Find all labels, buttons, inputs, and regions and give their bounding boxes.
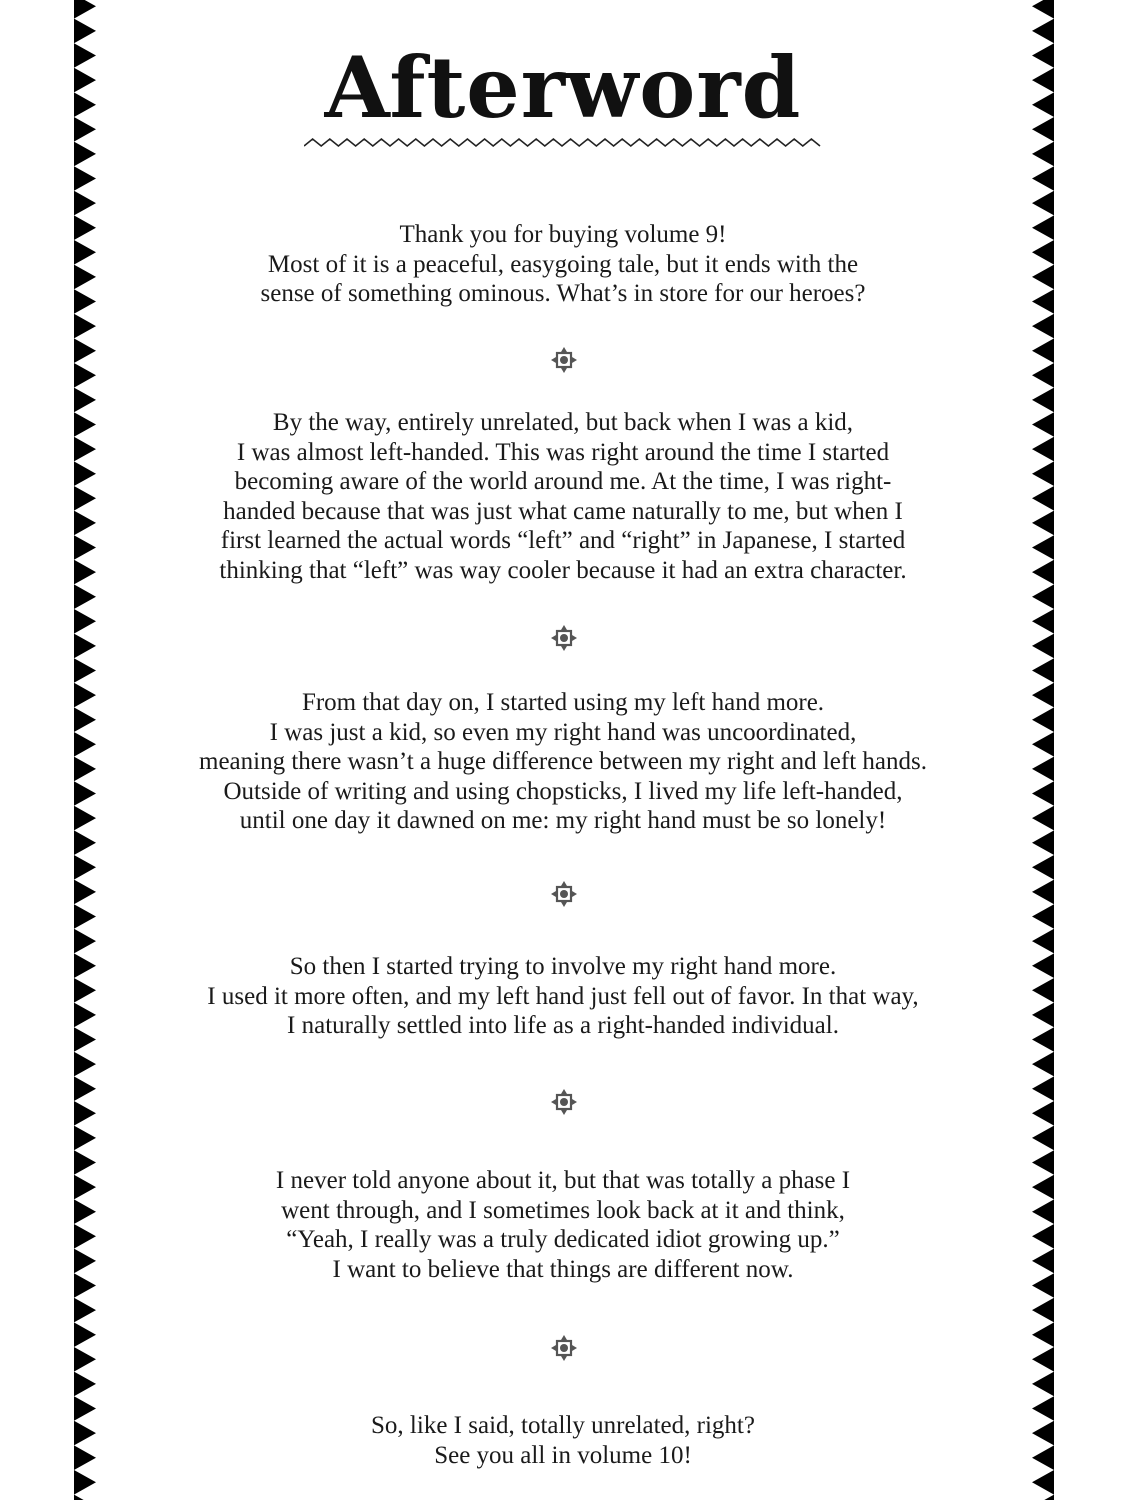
paragraph-left-hand-more [0, 688, 1126, 836]
text-line: From that day on, I started using my left hand more. [301, 689, 825, 716]
text-line: until one day it dawned on me: my right hand must be so lonely! [239, 807, 887, 834]
text-line: Thank you for buying volume 9! [399, 221, 727, 248]
text-line: thinking that “left” was way cooler because it had an extra character. [219, 556, 907, 584]
paragraph-right-hand [0, 952, 1126, 1041]
paragraph-closing [0, 1411, 1126, 1470]
text-line: Outside of writing and using chopsticks, I lived my life left-handed, [223, 777, 903, 805]
text-line: Most of it is a peaceful, easygoing tale, but it ends with the [267, 250, 859, 278]
ornament-icon [550, 346, 578, 374]
text-line: went through, and I sometimes look back at it and think, [281, 1196, 845, 1224]
ornament-icon [550, 1334, 578, 1362]
ornament-icon [550, 1088, 578, 1116]
paragraph-intro [0, 220, 1126, 309]
ornament-icon [550, 880, 578, 908]
text-line: I was almost left-handed. This was right around the time I started [236, 438, 890, 466]
text-line: See you all in volume 10! [434, 1441, 692, 1469]
text-line: becoming aware of the world around me. At the time, I was right- [234, 468, 892, 495]
text-line: I never told anyone about it, but that was totally a phase I [275, 1167, 851, 1194]
text-line: first learned the actual words “left” and “right” in Japanese, I started [220, 527, 906, 554]
text-line: I naturally settled into life as a right-handed individual. [287, 1012, 839, 1039]
paragraph-left-handed [0, 408, 1126, 585]
text-line: sense of something ominous. What’s in store for our heroes? [260, 280, 866, 307]
paragraph-phase [0, 1166, 1126, 1284]
text-line: So, like I said, totally unrelated, right? [371, 1412, 755, 1439]
text-line: meaning there wasn’t a huge difference between my right and left hands. [199, 748, 927, 775]
text-line: I want to believe that things are different now. [332, 1255, 794, 1283]
text-line: handed because that was just what came naturally to me, but when I [223, 497, 903, 525]
ornament-icon [550, 624, 578, 652]
text-line: “Yeah, I really was a truly dedicated idiot growing up.” [286, 1226, 840, 1253]
text-line: I was just a kid, so even my right hand was uncoordinated, [269, 718, 857, 746]
text-line: So then I started trying to involve my right hand more. [289, 953, 837, 980]
title-zigzag-divider [304, 136, 822, 150]
text-line: By the way, entirely unrelated, but back when I was a kid, [272, 409, 854, 436]
page-title: Afterword [324, 38, 802, 137]
text-line: I used it more often, and my left hand just fell out of favor. In that way, [207, 982, 919, 1010]
